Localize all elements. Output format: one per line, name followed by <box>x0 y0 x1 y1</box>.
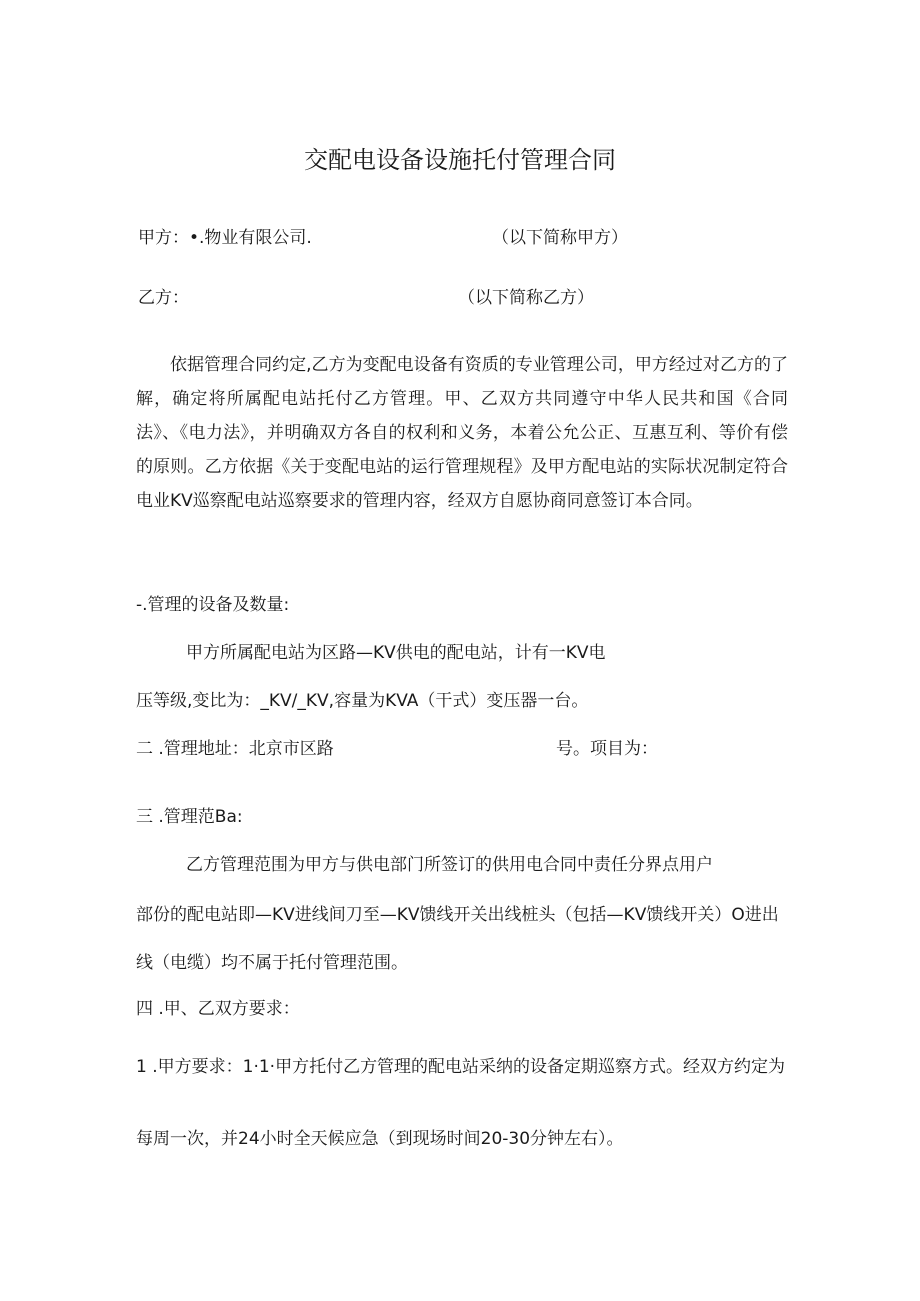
section1-heading: -.管理的设备及数量: <box>136 595 290 615</box>
party-a-note: （以下简称甲方） <box>492 228 628 248</box>
section4-item1-line2: 每周一次，并24小时全天候应急（到现场时间20-30分钟左右）。 <box>136 1129 624 1149</box>
party-a-label: 甲方：•.物业有限公司. <box>138 228 312 248</box>
section3-heading: 三 .管理范Ba: <box>136 807 243 827</box>
section4-item1-line1: 1 .甲方要求：1·1·甲方托付乙方管理的配电站采纳的设备定期巡察方式。经双方约定为 <box>136 1057 786 1077</box>
page-title: 交配电设备设施托付管理合同 <box>304 146 616 174</box>
section3-line3: 线（电缆）均不属于托付管理范围。 <box>136 953 408 973</box>
section4-heading: 四 .甲、乙双方要求： <box>136 999 300 1019</box>
section1-line2: 压等级,变比为：_KV/_KV,容量为KVA（干式）变压器一台。 <box>136 691 589 711</box>
party-b-note: （以下简称乙方） <box>458 288 594 308</box>
section2-suffix: 号。项目为： <box>556 739 658 759</box>
intro-paragraph: 依据管理合同约定,乙方为变配电设备有资质的专业管理公司，甲方经过对乙方的了解，确定将所属配电站托付乙方管理。甲、乙双方共同遵守中华人民共和国《合同法》、《电力法》，并明确双方各自的权利和义务，本着公允公正、互惠互利、等价有偿的原则。乙方依据《关于变配电站的运行管理规程》及甲方配电站的实际状况制定符合电业KV巡察配电站巡察要求的管理内容，经双方自愿协商同意签订本合同。 <box>136 355 788 511</box>
section2-heading: 二 .管理地址：北京市区路 <box>136 739 334 759</box>
section3-line1: 乙方管理范围为甲方与供电部门所签订的供用电合同中责任分界点用户 <box>186 855 713 875</box>
party-b-label: 乙方： <box>138 288 189 308</box>
section3-line2: 部份的配电站即—KV进线间刀至—KV馈线开关出线桩头（包括—KV馈线开关）O进出 <box>136 905 779 925</box>
section1-line1: 甲方所属配电站为区路—KV供电的配电站，计有一KV电 <box>186 643 606 663</box>
